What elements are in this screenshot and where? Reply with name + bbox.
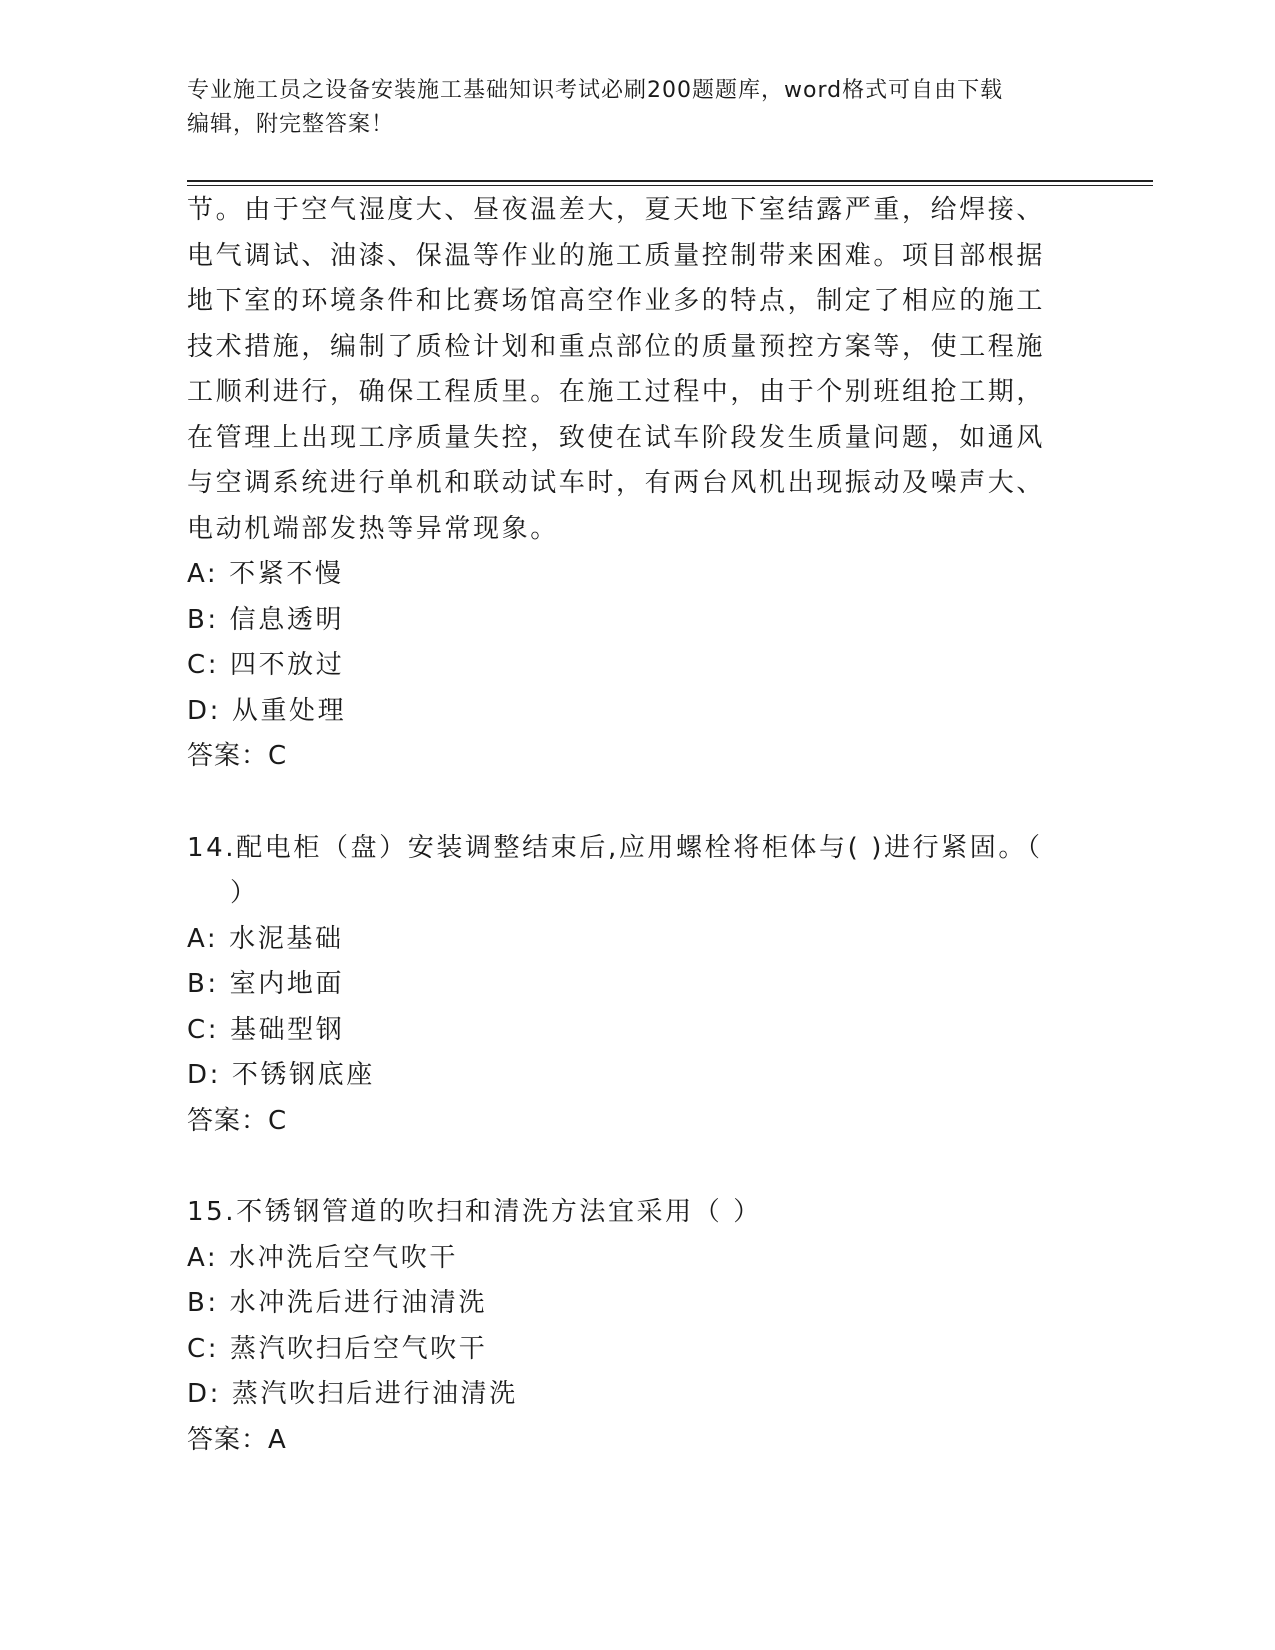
option-a: A: 不紧不慢 xyxy=(187,559,344,589)
option-c: C: 基础型钢 xyxy=(187,1014,345,1045)
header-divider-thin xyxy=(187,185,1153,186)
question-text-line: 技术措施，编制了质检计划和重点部位的质量预控方案等，使工程施 xyxy=(187,331,1046,362)
question-text-line: 节。由于空气湿度大、昼夜温差大，夏天地下室结露严重，给焊接、 xyxy=(187,195,1046,225)
option-b: B: 室内地面 xyxy=(187,969,345,999)
document-body xyxy=(187,188,1067,1463)
question-text-line: 工顺利进行，确保工程质里。在施工过程中，由于个别班组抢工期， xyxy=(187,377,1046,407)
question-text-line: 电气调试、油漆、保温等作业的施工质量控制带来困难。项目部根据 xyxy=(187,240,1046,271)
header-line-2: 编辑，附完整答案！ xyxy=(187,112,395,137)
header-divider-thick xyxy=(187,180,1153,182)
option-b: B: 水冲洗后进行油清洗 xyxy=(187,1288,488,1318)
option-d: D: 蒸汽吹扫后进行油清洗 xyxy=(187,1379,518,1409)
option-d: D: 从重处理 xyxy=(187,695,347,726)
document-header xyxy=(187,74,1067,142)
question-text-line: 与空调系统进行单机和联动试车时，有两台风机出现振动及噪声大、 xyxy=(187,468,1046,498)
question-stem-continuation: ） xyxy=(230,878,257,908)
answer-line: 答案：C xyxy=(187,741,288,771)
question-stem: 14.配电柜（盘）安装调整结束后,应用螺栓将柜体与( )进行紧固。（ xyxy=(187,832,1043,863)
option-a: A: 水冲洗后空气吹干 xyxy=(187,1242,458,1273)
option-b: B: 信息透明 xyxy=(187,604,345,635)
question-13 xyxy=(187,188,1067,780)
question-text-line: 电动机端部发热等异常现象。 xyxy=(187,513,559,544)
spacer xyxy=(187,780,1067,826)
question-14 xyxy=(187,826,1067,1145)
question-stem: 15.不锈钢管道的吹扫和清洗方法宜采用（ ） xyxy=(187,1197,762,1227)
option-c: C: 蒸汽吹扫后空气吹干 xyxy=(187,1333,488,1364)
question-text-line: 地下室的环境条件和比赛场馆高空作业多的特点，制定了相应的施工 xyxy=(187,286,1046,316)
answer-line: 答案：A xyxy=(187,1424,287,1455)
option-c: C: 四不放过 xyxy=(187,650,345,680)
option-a: A: 水泥基础 xyxy=(187,923,344,954)
spacer xyxy=(187,1144,1067,1190)
answer-line: 答案：C xyxy=(187,1105,288,1136)
question-text-line: 在管理上出现工序质量失控，致使在试车阶段发生质量问题，如通风 xyxy=(187,422,1046,453)
question-15 xyxy=(187,1190,1067,1463)
option-d: D: 不锈钢底座 xyxy=(187,1060,375,1090)
header-line-1: 专业施工员之设备安装施工基础知识考试必刷200题题库，word格式可自由下载 xyxy=(187,78,1004,103)
